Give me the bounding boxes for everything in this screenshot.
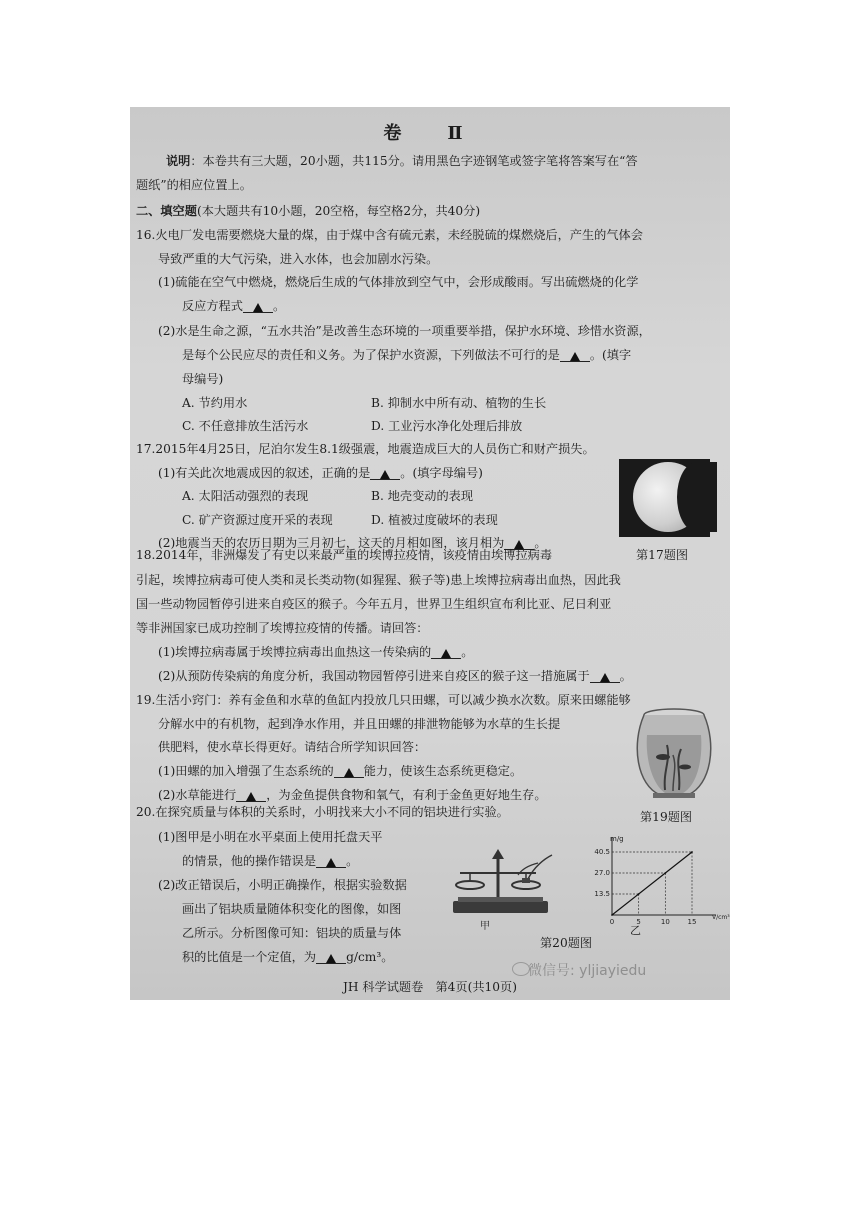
q18-part1: (1)埃博拉病毒属于埃博拉病毒出血热这一传染病的 。 [158, 645, 474, 659]
exam-page [130, 107, 730, 1000]
q16-part1-line-1: (1)硫能在空气中燃烧，燃烧后生成的气体排放到空气中，会形成酸雨。写出硫燃烧的化学 [158, 275, 639, 289]
moon-phase-image [619, 459, 710, 537]
q17-part2: (2)地震当天的农历日期为三月初七，这天的月相如图，该月相为 。 [158, 536, 547, 550]
q19-part1: (1)田螺的加入增强了生态系统的 能力，使该生态系统更稳定。 [158, 764, 523, 778]
q16-part2-line-3: 母编号) [182, 372, 224, 386]
page-footer: JH 科学试题卷 第4页(共10页) [342, 980, 518, 994]
q20-part2-line-2: 画出了铝块质量随体积变化的图像，如图 [182, 902, 402, 916]
q17-option-b: B. 地壳变动的表现 [371, 489, 474, 503]
x-tick-label: 0 [609, 918, 615, 926]
q16-option-c: C. 不任意排放生活污水 [182, 419, 309, 433]
watermark: 微信号: yljiayiedu [528, 963, 647, 979]
q17-part1: (1)有关此次地震成因的叙述，正确的是 。(填字母编号) [158, 466, 483, 480]
mass-volume-graph [582, 833, 730, 933]
figure-label-yi: 乙 [630, 924, 641, 937]
q20-part2-line-3: 乙所示。分析图像可知：铝块的质量与体 [182, 926, 402, 940]
q20-line-1: 20.在探究质量与体积的关系时，小明找来大小不同的铝块进行实验。 [136, 805, 509, 819]
x-tick-label: 10 [660, 918, 670, 926]
fishbowl-image [635, 705, 713, 800]
y-axis-label: m/g [610, 835, 624, 843]
x-axis-label: V/cm³ [712, 914, 730, 921]
q19-line-2: 分解水中的有机物，起到净水作用，并且田螺的排泄物能够为水草的生长提 [158, 717, 561, 731]
x-tick-label: 5 [636, 918, 641, 926]
q18-part2: (2)从预防传染病的角度分析，我国动物园暂停引进来自疫区的猴子这一措施属于 。 [158, 669, 632, 683]
q18-line-3: 国一些动物园暂停引进来自疫区的猴子。今年五月，世界卫生组织宣布利比亚、尼日利亚 [136, 597, 612, 611]
answer-blank [431, 646, 461, 659]
q20-part2-line-4: 积的比值是一个定值，为 g/cm³。 [182, 950, 394, 964]
data-point [611, 914, 613, 916]
q16-option-d: D. 工业污水净化处理后排放 [371, 419, 523, 433]
balance-scale-image [448, 845, 553, 917]
q20-part2-line-1: (2)改正错误后，小明正确操作，根据实验数据 [158, 878, 407, 892]
note-line-2: 题纸”的相应位置上。 [136, 178, 252, 192]
answer-blank [560, 349, 590, 362]
note-line-1: 说明：本卷共有三大题，20小题，共115分。请用黑色字迹钢笔或签字笔将答案写在“答 [166, 154, 638, 168]
q17-line-1: 17.2015年4月25日，尼泊尔发生8.1级强震，地震造成巨大的人员伤亡和财产损失。 [136, 442, 595, 456]
data-point [638, 893, 640, 895]
triangle-icon [344, 768, 354, 777]
q16-part2-line-1: (2)水是生命之源，“五水共治”是改善生态环境的一项重要举措，保护水环境、珍惜水资源， [158, 324, 651, 338]
triangle-icon [380, 470, 390, 479]
q17-option-d: D. 植被过度破坏的表现 [371, 513, 498, 527]
data-line [612, 852, 692, 915]
q20-part1-line-1: (1)图甲是小明在水平桌面上使用托盘天平 [158, 830, 383, 844]
q17-caption: 第17题图 [636, 548, 689, 562]
q18-line-4: 等非洲国家已成功控制了埃博拉疫情的传播。请回答： [136, 621, 429, 635]
q16-line-2: 导致严重的大气污染，进入水体，也会加剧水污染。 [158, 252, 439, 266]
triangle-icon [326, 954, 336, 963]
q19-line-3: 供肥料，使水草长得更好。请结合所学知识回答： [158, 740, 427, 754]
answer-blank [243, 300, 273, 313]
moon-shadow [677, 462, 717, 532]
y-tick-label: 13.5 [594, 890, 610, 898]
triangle-icon [246, 792, 256, 801]
q20-part1-line-2: 的情景，他的操作错误是 。 [182, 854, 359, 868]
answer-blank [316, 951, 346, 964]
triangle-icon [441, 649, 451, 658]
y-tick-label: 40.5 [594, 848, 610, 856]
q20-caption: 第20题图 [540, 936, 593, 950]
q16-part2-line-2: 是每个公民应尽的责任和义务。为了保护水资源，下列做法不可行的是 。(填字 [182, 348, 632, 362]
q16-line-1: 16.火电厂发电需要燃烧大量的煤，由于煤中含有硫元素，未经脱硫的煤燃烧后，产生的气体会 [136, 228, 643, 242]
answer-blank [590, 670, 620, 683]
x-tick-label: 15 [687, 918, 697, 926]
q18-line-2: 引起，埃博拉病毒可使人类和灵长类动物(如猩猩、猴子等)患上埃博拉病毒出血热，因此我 [136, 573, 621, 587]
answer-blank [236, 789, 266, 802]
answer-blank [316, 855, 346, 868]
y-tick-label: 27.0 [594, 869, 610, 877]
q18-line-1: 18.2014年，非洲爆发了有史以来最严重的埃博拉疫情，该疫情由埃博拉病毒 [136, 548, 553, 562]
q19-part2: (2)水草能进行 ，为金鱼提供食物和氧气，有利于金鱼更好地生存。 [158, 788, 547, 802]
triangle-icon [570, 352, 580, 361]
data-point [691, 851, 693, 853]
q16-option-a: A. 节约用水 [182, 396, 248, 410]
triangle-icon [253, 303, 263, 312]
section-heading: 二、填空题(本大题共有10小题，20空格，每空格2分，共40分) [136, 204, 481, 218]
figure-label-jia: 甲 [480, 921, 490, 932]
q19-line-1: 19.生活小窍门：养有金鱼和水草的鱼缸内投放几只田螺，可以减少换水次数。原来田螺能够 [136, 693, 631, 707]
q19-caption: 第19题图 [640, 810, 693, 824]
q17-option-c: C. 矿产资源过度开采的表现 [182, 513, 333, 527]
triangle-icon [600, 673, 610, 682]
triangle-icon [326, 858, 336, 867]
q16-option-b: B. 抑制水中所有动、植物的生长 [371, 396, 547, 410]
q16-part1-line-2: 反应方程式 。 [182, 299, 286, 313]
q17-option-a: A. 太阳活动强烈的表现 [182, 489, 309, 503]
answer-blank [370, 467, 400, 480]
page-title: 卷 Ⅱ [383, 123, 477, 144]
data-point [664, 872, 666, 874]
answer-blank [334, 765, 364, 778]
